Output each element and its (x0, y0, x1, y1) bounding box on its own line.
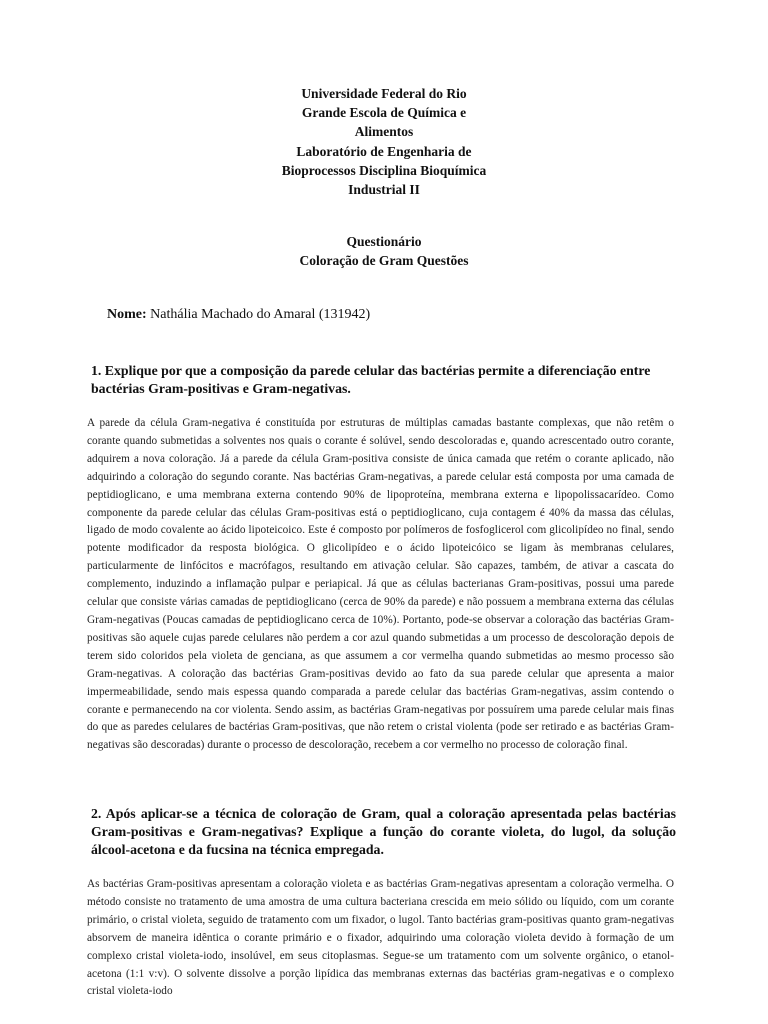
student-name-line (107, 305, 370, 325)
question-2-heading: 2. Após aplicar-se a técnica de coloração de Gram, qual a coloração apresentada pelas bactérias Gram-positivas e Gram-negativas? Explique a função do corante violeta, do lugol, da solução álcool-acetona e da fucsina na técnica empregada. (91, 806, 676, 857)
header-line: Alimentos (354, 124, 414, 140)
header-line: Grande Escola de Química e (301, 105, 467, 121)
answer-1-paragraph: A parede da célula Gram-negativa é constituída por estruturas de múltiplas camadas bastante complexas, que não retêm o corante quando submetidas a solventes nos quais o corante é solúvel, sendo descoloradas e, quando acrescentado outro corante, adquirem a nova coloração. Já a parede da célula Gram-positiva consiste de única camada que retém o corante aplicado, não adquirindo a coloração do segundo corante. Nas bactérias Gram-negativas, a parede celular está composta por uma camada de peptidioglicano, e uma membrana externa contendo 90% de lipoproteína, membrana externa e lipopolissacarídeo. Como componente da parede celular das células Gram-positivas está o peptidioglicano, cuja contagem é 40% da massa das células, ligado de modo covalente ao ácido lipoteicoico. Este é composto por polímeros de fosfoglicerol com glicolipídeo no final, sendo potente modificador da resposta biológica. O glicolipídeo e o ácido lipoteicóico se ligam às membranas celulares, particularmente de linfócitos e macrófagos, resultando em ativação celular. São capazes, também, de ativar a cascata do complemento, induzindo a inflamação pulpar e periapical. Já que as células bacterianas Gram-positivas, possui uma parede celular que consiste várias camadas de peptidioglicano (cerca de 90% da parede) e não possuem a membrana externa das células Gram-negativas (Poucas camadas de peptidioglicano cerca de 10%). Portanto, pode-se observar a coloração das bactérias Gram-positivas são aquele cujas parede celulares não perdem a cor azul quando submetidas a um processo de descoloração depois de terem sido coloridos pela violeta de genciana, as que assumem a cor vermelha quando submetidas ao mesmo processo são Gram-negativas. A coloração das bactérias Gram-positivas devido ao fato da sua parede celular que apresenta a maior impermeabilidade, sendo mais espessa quando comparada a parede celular das bactérias Gram-negativas, assim contendo o corante e permanecendo na cor violenta. Sendo assim, as bactérias Gram-negativas por possuírem uma parede celular mais finas do que as paredes celulares de bactérias Gram-positivas, que não retem o cristal violenta (pode ser retirado e as bactérias Gram-negativas são descoradas) durante o processo de descoloração, recebem a cor vermelho no processo de coloração final. (87, 417, 674, 752)
header-line: Bioprocessos Disciplina Bioquímica (281, 162, 487, 178)
institution-header (0, 84, 768, 199)
questionnaire-title-block (0, 232, 768, 270)
student-name-label: Nome: (107, 307, 147, 322)
header-line: Industrial II (348, 182, 420, 198)
question-1-heading: 1. Explique por que a composição da parede celular das bactérias permite a diferenciação entre bactérias Gram-positivas e Gram-negativas. (91, 363, 651, 396)
header-line: Universidade Federal do Rio (301, 86, 467, 101)
header-line: Laboratório de Engenharia de (296, 143, 472, 159)
answer-2-paragraph: As bactérias Gram-positivas apresentam a coloração violeta e as bactérias Gram-negativas apresentam a coloração vermelha. O método consiste no tratamento de uma amostra de uma cultura bacteriana crescida em meio sólido ou líquido, com um corante primário, o cristal violeta, seguido de tratamento com um fixador, o lugol. Tanto bactérias gram-positivas quanto gram-negativas absorvem de maneira idêntica o corante primário e o fixador, adquirindo uma coloração violeta devido à formação de um complexo cristal violeta-iodo, insolúvel, em seus citoplasmas. Segue-se um tratamento com um solvente orgânico, o etanol-acetona (1:1 v:v). O solvente dissolve a porção lipídica das membranas externas das bactérias gram-negativas e o complexo cristal violeta-iodo (87, 878, 674, 998)
questionnaire-title: Questionário (346, 234, 422, 249)
questionnaire-subtitle: Coloração de Gram Questões (299, 253, 469, 268)
student-name-value: Nathália Machado do Amaral (131942) (150, 307, 371, 322)
